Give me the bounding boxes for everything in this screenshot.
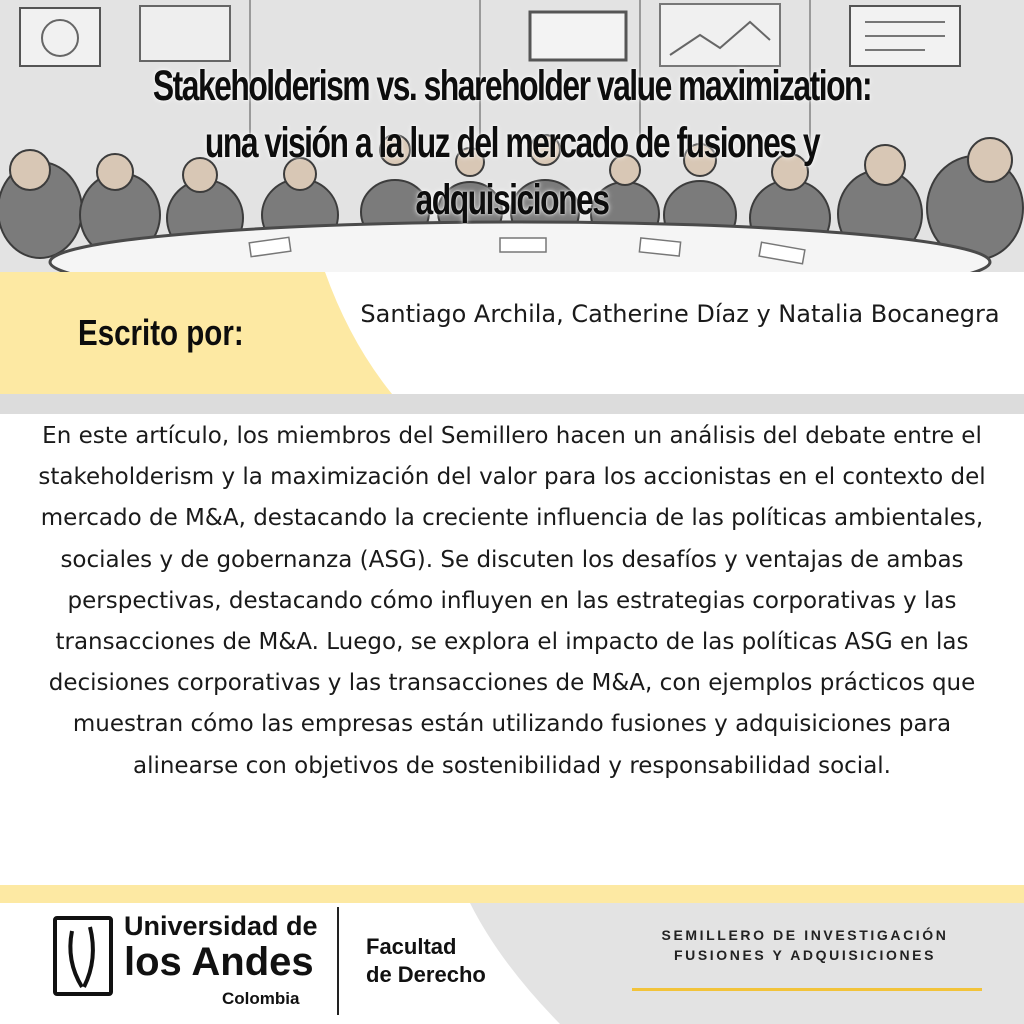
university-country: Colombia: [222, 989, 300, 1008]
footer-divider: [337, 907, 339, 1015]
author-names: Santiago Archila, Catherine Díaz y Natalia Bocanegra: [360, 300, 1000, 328]
author-label: Escrito por:: [78, 312, 244, 353]
semillero-underline: [632, 988, 982, 991]
header-banner: [0, 0, 1024, 272]
faculty-name: [366, 933, 486, 989]
article-title: Stakeholderism vs. shareholder value maximization: una visión a la luz del mercado de fusiones y adquisiciones: [152, 62, 872, 224]
faculty-line2: de Derecho: [366, 962, 486, 987]
university-name-line1: Universidad de: [124, 911, 318, 941]
university-name: [124, 911, 318, 983]
university-name-line2: los Andes: [124, 940, 314, 984]
footer-accent-strip: [0, 885, 1024, 903]
semillero-name: [620, 925, 990, 965]
semillero-line2: FUSIONES Y ADQUISICIONES: [673, 947, 937, 963]
authors-section: [0, 272, 1024, 394]
faculty-line1: Facultad: [366, 934, 457, 959]
article-summary: En este artículo, los miembros del Semillero hacen un análisis del debate entre el stakeholderism y la maximización del valor para los accionistas en el contexto del mercado de M&A, destacando la creciente influencia de las políticas ambientales, sociales y de gobernanza (ASG). Se discuten los desafíos y ventajas de ambas perspectivas, destacando cómo influyen en las estrategias corporativas y las transacciones de M&A. Luego, se explora el impacto de las políticas ASG en las decisiones corporativas y las transacciones de M&A, con ejemplos prácticos que muestran cómo las empresas están utilizando fusiones y adquisiciones para alinearse con objetivos de sostenibilidad y responsabilidad social.: [38, 423, 986, 779]
divider-strip: [0, 394, 1024, 414]
university-logo-icon: [52, 915, 114, 1003]
semillero-line1: SEMILLERO DE INVESTIGACIÓN: [661, 927, 949, 943]
footer: [0, 903, 1024, 1024]
